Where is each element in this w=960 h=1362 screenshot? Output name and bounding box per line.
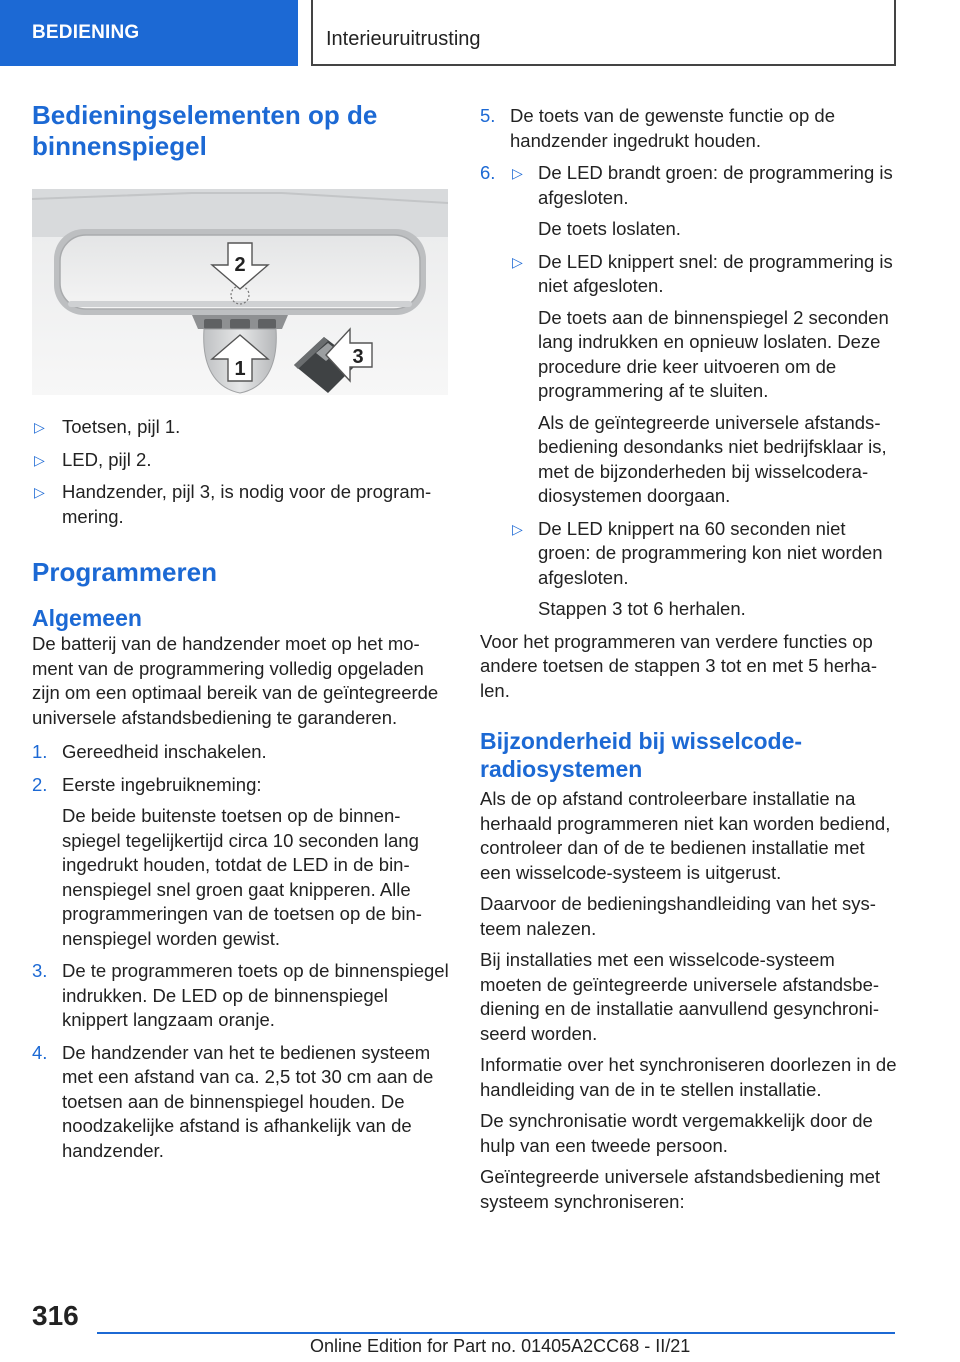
after-steps-paragraph: Voor het programmeren van verdere functies op andere toetsen de stappen 3 tot en met 5 herhalen. — [480, 630, 878, 701]
list-item: ▷ Handzender, pijl 3, is nodig voor de programmering. — [34, 481, 432, 527]
list-item: ▷ LED, pijl 2. — [32, 448, 450, 473]
bullet-triangle-icon: ▷ — [512, 520, 523, 537]
section-title-programmeren: Programmeren — [32, 557, 217, 587]
step-item: 5. De toets van de gewenste functie op de handzender ingedrukt houden. — [480, 105, 835, 151]
chapter-title: Interieuruitrusting — [326, 28, 481, 50]
bullet-triangle-icon: ▷ — [512, 165, 523, 181]
intro-paragraph: De batterij van de handzender moet op het moment van de programmering volledig opgeladen zijn om een optimaal bereik van de geïntegreerde universele afstandsbediening te garanderen. — [32, 633, 439, 728]
bullet-triangle-icon: ▷ — [512, 253, 523, 270]
step-item: 2. Eerste ingebruikneming: De beide buitenste toetsen op de binnenspiegel tegelijkertijd circa 10 seconden lang ingedrukt houden, totdat de LED in de binnenspiegel snel groen gaat knipperen. Alle programmeringen van de toetsen op de binnenspiegel worden gewist. — [32, 773, 422, 949]
sub-list-item: ▷ De LED knippert snel: de programmering is niet afgesloten. De toets aan de binnenspiegel 2 seconden lang indrukken en opnieuw loslaten. Deze procedure drie keer uitvoeren om de programmering af te sluiten. Als de geïntegreerde universele afstandsbediening desondanks niet bedrijfsklaar is, met de bijzonderheden bij wisselcoderadiosystemen doorgaan. — [512, 250, 893, 506]
figure-label-3: 3 — [352, 346, 364, 368]
section-tab: BEDIENING — [0, 0, 298, 66]
paragraph: Als de op afstand controleerbare installatie na herhaald programmeren niet kan worden bediend, controleer dan of de te bedienen installatie met een wisselcode-systeem is uitgerust. — [480, 788, 891, 883]
step-item: 6. ▷ De LED brandt groen: de programmering is afgesloten. De toets loslaten. ▷ De LED knippert snel: de programmering is niet afgesloten. De toets aan de binnenspiegel 2 seconden lang indrukken en opnieuw loslaten. Deze procedure drie keer uitvoeren om de programmering af te sluiten. Als de geïntegreerde universele afstandsbediening desondanks niet bedrijfsklaar is, met de bijzonderheden bij wisselcoderadiosystemen doorgaan. ▷ De LED knippert na 60 seconden niet groen: de programmering kon niet worden afgesloten. Stappen 3 tot 6 herhalen. — [480, 161, 898, 622]
step-item: 3. De te programmeren toets op de binnenspiegel indrukken. De LED op de binnenspiegel knippert langzaam oranje. — [32, 960, 449, 1030]
footer-edition: Online Edition for Part no. 01405A2CC68 - II/21 — [310, 1336, 691, 1356]
sub-list-item: ▷ De LED brandt groen: de programmering is afgesloten. De toets loslaten. — [512, 162, 893, 239]
mirror-illustration — [32, 189, 448, 395]
figure-label-2: 2 — [234, 254, 246, 276]
bullet-triangle-icon: ▷ — [34, 484, 45, 500]
bullet-triangle-icon: ▷ — [34, 419, 45, 435]
step-item: 1. Gereedheid inschakelen. — [32, 741, 267, 762]
list-item: ▷ Toetsen, pijl 1. — [32, 415, 450, 440]
paragraph: Bij installaties met een wisselcode-systeem moeten de geïntegreerde universele afstandsbediening en de installatie aanvullend gesynchroniseerd worden. — [480, 949, 880, 1044]
subsection-title-wisselcode: Bijzonderheid bij wisselcoderadiosystemen — [480, 728, 803, 782]
paragraph: Informatie over het synchroniseren doorlezen in de handleiding van de in te stellen installatie. — [480, 1054, 897, 1100]
paragraph: Daarvoor de bedieningshandleiding van het systeem nalezen. — [480, 893, 876, 939]
section-title: Bedieningselementen op de binnenspiegel — [32, 100, 378, 161]
bullet-triangle-icon: ▷ — [34, 451, 45, 468]
paragraph: De synchronisatie wordt vergemakkelijk door de hulp van een tweede persoon. — [480, 1110, 873, 1156]
footer-rule — [97, 1332, 895, 1334]
page-number: 316 — [32, 1300, 79, 1331]
step-item: 4. De handzender van het te bedienen systeem met een afstand van ca. 2,5 tot 30 cm aan de toetsen aan de binnenspiegel houden. De noodzakelijke afstand is afhankelijk van de handzender. — [32, 1041, 434, 1161]
subsection-title-algemeen: Algemeen — [32, 605, 142, 631]
sub-list-item: ▷ De LED knippert na 60 seconden niet groen: de programmering kon niet worden afgesloten. Stappen 3 tot 6 herhalen. — [512, 517, 883, 619]
left-column — [32, 100, 450, 1171]
paragraph: Geïntegreerde universele afstandsbediening met systeem synchroniseren: — [480, 1166, 881, 1212]
figure-label-1: 1 — [234, 358, 246, 380]
right-column — [480, 104, 898, 1221]
